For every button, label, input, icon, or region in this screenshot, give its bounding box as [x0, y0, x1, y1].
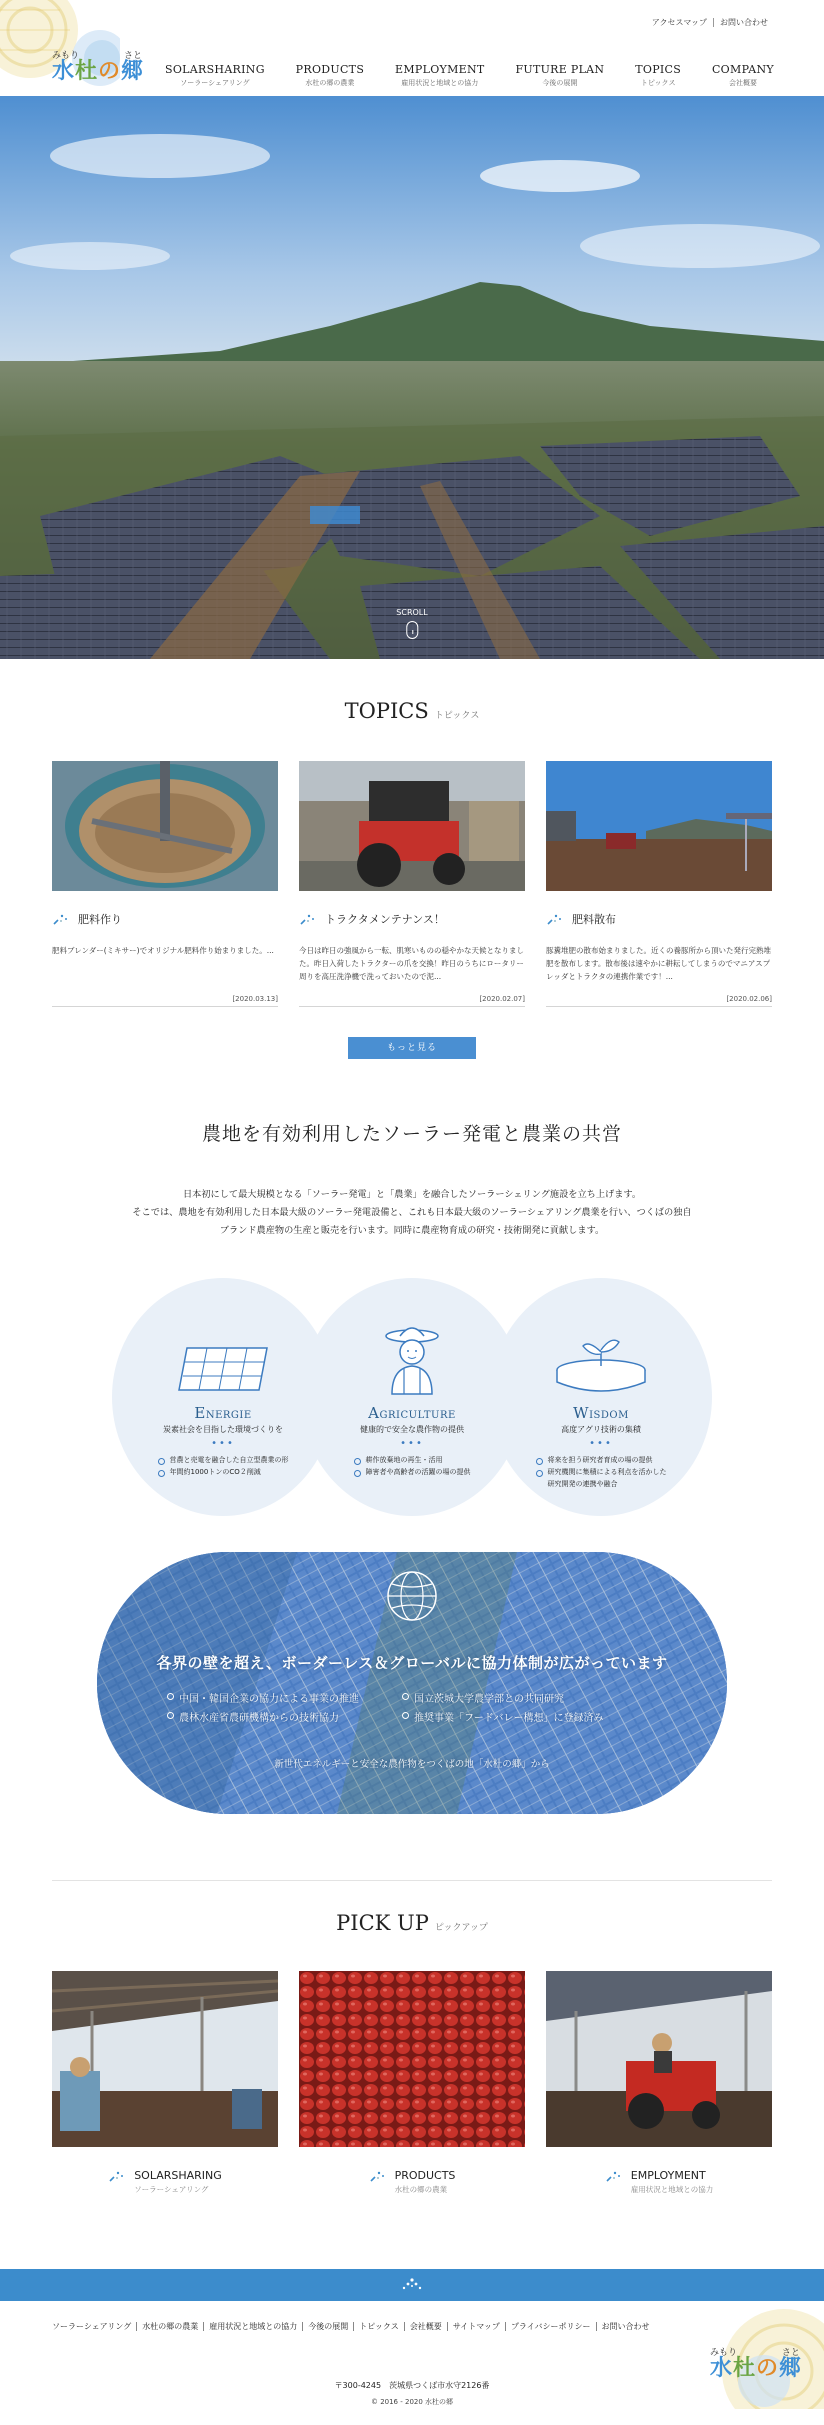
nav-label-en: TOPICS — [635, 63, 682, 76]
pillar-points — [354, 1455, 471, 1479]
topic-image — [52, 761, 278, 891]
logo-char-1: 水 — [709, 2355, 733, 2381]
nav-label-ja: 今後の展開 — [542, 79, 578, 87]
nav-label-en: SOLARSHARING — [165, 63, 265, 76]
logo-char-4: 郷 — [778, 2355, 802, 2381]
site-footer — [0, 2269, 824, 2425]
utility-links — [646, 17, 774, 28]
pillar-subtitle: 炭素社会を目指した環境づくりを — [163, 1424, 283, 1434]
contact-link[interactable]: お問い合わせ — [720, 18, 768, 27]
dots-divider: ••• — [211, 1437, 235, 1449]
footer-logo-area — [644, 2301, 824, 2409]
footer-bar — [0, 2269, 824, 2301]
collaboration-heading: 各界の壁を超え、ボーダーレス＆グローバルに協力体制が広がっています — [156, 1653, 668, 1672]
topic-date: [2020.03.13] — [232, 995, 278, 1003]
pickup-label-en: EMPLOYMENT — [630, 2168, 706, 2182]
collaboration-point: 中国・韓国企業の協力による事業の推進 — [167, 1690, 402, 1705]
topic-card[interactable] — [546, 761, 772, 1007]
pickup-list — [0, 1971, 824, 2195]
more-topics-button[interactable]: もっと見る — [348, 1037, 476, 1059]
collaboration-point: 国立茨城大学農学部との共同研究 — [402, 1690, 637, 1705]
footer-spacer — [0, 2407, 824, 2425]
farmer-icon — [382, 1322, 442, 1396]
topic-divider — [546, 1006, 772, 1007]
pillar-point: 耕作放棄地の再生・活用 — [354, 1455, 471, 1467]
logo-ruby-right: さと — [123, 51, 142, 61]
logo-char-2: 杜 — [732, 2355, 756, 2381]
collaboration-points — [167, 1690, 667, 1724]
footer-copyright: © 2016 - 2020 水杜の郷 — [370, 2397, 454, 2406]
pickup-image — [52, 1971, 278, 2147]
pillar-point: 営農と売電を融合した自立型農業の形 — [158, 1455, 289, 1467]
footer-link-solarsharing[interactable]: ソーラーシェアリング — [52, 2321, 132, 2331]
topic-date: [2020.02.07] — [479, 995, 525, 1003]
footer-link-privacy[interactable]: プライバシーポリシー — [510, 2321, 591, 2331]
scroll-label: SCROLL — [396, 608, 428, 617]
topic-date: [2020.02.06] — [726, 995, 772, 1003]
logo-char-1: 水 — [52, 59, 76, 84]
topic-divider — [52, 1006, 278, 1007]
intro-line: 日本初にして最大規模となる「ソーラー発電」と「農業」を融合したソーラーシェリング施設を立ち上げます。 — [182, 1189, 642, 1200]
nav-future-plan[interactable] — [515, 63, 604, 88]
pillar-point: 研究機関に集積による利点を活かした — [536, 1467, 667, 1479]
pillar-name: GRICULTURE — [379, 1409, 456, 1421]
site-logo[interactable] — [52, 48, 144, 83]
scroll-mouse-icon — [406, 621, 418, 639]
pickup-label-ja: ソーラーシェアリング — [134, 2184, 209, 2194]
footer-link-employment[interactable]: 雇用状況と地域との協力 — [209, 2321, 298, 2331]
pillar-name: NERGIE — [205, 1409, 252, 1421]
topic-card[interactable] — [299, 761, 525, 1007]
sparkle-icon — [605, 2169, 623, 2183]
hero-landscape — [0, 96, 824, 659]
pillar-points — [536, 1455, 667, 1491]
pickup-label-ja: 雇用状況と地域との協力 — [630, 2184, 714, 2194]
solar-panel-icon — [175, 1344, 271, 1396]
pickup-label-en: PRODUCTS — [394, 2168, 456, 2182]
nav-label-en: EMPLOYMENT — [395, 63, 485, 76]
topic-card[interactable] — [52, 761, 278, 1007]
footer-link-company[interactable]: 会社概要 — [409, 2321, 442, 2331]
logo-char-4: 郷 — [121, 59, 145, 84]
sparkle-icon — [52, 912, 70, 926]
nav-label-en: COMPANY — [711, 63, 774, 76]
logo-char-2: 杜 — [75, 59, 99, 84]
logo-ruby-right: さと — [781, 2347, 800, 2358]
dots-divider: ••• — [589, 1437, 613, 1449]
footer-link-contact[interactable]: お問い合わせ — [601, 2321, 650, 2331]
topics-title — [0, 699, 824, 723]
logo-ruby-left: みもり — [709, 2347, 737, 2358]
sparkle-icon — [299, 912, 317, 926]
sparkle-icon — [369, 2169, 387, 2183]
hero-image — [0, 96, 824, 659]
pillar-wisdom — [490, 1278, 712, 1516]
topic-title: 肥料作り — [78, 913, 122, 926]
back-to-top-button[interactable] — [399, 2277, 425, 2296]
pickup-solarsharing[interactable] — [52, 1971, 278, 2195]
collaboration-tagline: 新世代エネルギーと安全な農作物をつくばの地「水杜の郷」から — [274, 1758, 550, 1770]
pickup-title-ja: ピックアップ — [434, 1922, 488, 1933]
intro-line: ブランド農産物の生産と販売を行います。同時に農産物育成の研究・技術開発に貢献します。 — [219, 1224, 605, 1236]
sparkle-icon — [546, 912, 564, 926]
nav-label-en: PRODUCTS — [295, 63, 365, 76]
nav-label-en: FUTURE PLAN — [515, 63, 605, 76]
footer-logo[interactable] — [710, 2345, 802, 2380]
intro-line: そこでは、農地を有効利用した日本最大級のソーラー発電設備と、これも日本最大級のソーラーシェアリング農業を行い、つくばの独自 — [132, 1206, 692, 1218]
pickup-employment[interactable] — [546, 1971, 772, 2195]
footer-link-topics[interactable]: トピックス — [359, 2321, 399, 2331]
pillar-point: 年間約1000トンのCO２削減 — [158, 1467, 289, 1479]
logo-char-3: の — [98, 59, 122, 84]
collaboration-point: 推奨事業「フードバレー構想」に登録済み — [402, 1709, 637, 1724]
pillar-subtitle: 高度アグリ技術の集積 — [561, 1424, 641, 1434]
access-map-link[interactable]: アクセスマップ — [651, 18, 707, 27]
pillar-initial: A — [368, 1403, 380, 1422]
pickup-title-en: PICK UP — [336, 1910, 429, 1935]
pickup-label-en: SOLARSHARING — [134, 2168, 222, 2182]
nav-label-ja: ソーラーシェアリング — [180, 79, 250, 87]
topic-divider — [299, 1006, 525, 1007]
footer-link-sitemap[interactable]: サイトマップ — [452, 2321, 500, 2331]
logo-char-3: の — [755, 2355, 779, 2381]
nav-solarsharing[interactable] — [165, 63, 265, 88]
global-collaboration-banner — [97, 1552, 727, 1814]
intro-text — [0, 1186, 824, 1240]
pillar-name: ISDOM — [589, 1409, 629, 1421]
pickup-products[interactable] — [299, 1971, 525, 2195]
pillar-initial: W — [573, 1403, 590, 1422]
dots-divider: ••• — [400, 1437, 424, 1449]
topic-image — [546, 761, 772, 891]
logo-ruby-left: みもり — [52, 51, 80, 61]
topic-excerpt: 肥料ブレンダー(ミキサー)でオリジナル肥料作り始まりました。... — [52, 946, 274, 955]
topic-title: 肥料散布 — [572, 913, 616, 926]
pillar-points — [158, 1455, 289, 1479]
nav-label-ja: 会社概要 — [728, 79, 757, 87]
footer-link-products[interactable]: 水杜の郷の農業 — [142, 2321, 199, 2331]
topic-image — [299, 761, 525, 891]
collaboration-point: 農林水産省農研機構からの技術協力 — [167, 1709, 402, 1724]
pickup-image — [546, 1971, 772, 2147]
topic-title: トラクタメンテナンス！ — [325, 913, 445, 926]
pickup-section — [0, 1881, 824, 2195]
topics-title-ja: トピックス — [434, 711, 480, 721]
topic-excerpt: 豚糞堆肥の散布始まりました。近くの養豚所から頂いた発行完熟堆肥を散布します。散布後は速やかに耕耘してしまうのでマニアスプレッダとトラクタの連携作業です！... — [546, 946, 771, 981]
intro-heading: 農地を有効利用したソーラー発電と農業の共営 — [201, 1123, 622, 1145]
pillar-initial: E — [194, 1403, 206, 1422]
pillar-point: 将来を担う研究者育成の場の提供 — [536, 1455, 667, 1467]
pillar-point: 障害者や高齢者の活躍の場の提供 — [354, 1467, 471, 1479]
globe-icon — [384, 1568, 440, 1624]
nav-label-ja: トピックス — [640, 79, 676, 87]
footer-link-future-plan[interactable]: 今後の展開 — [308, 2321, 349, 2331]
intro-section — [0, 1059, 824, 1240]
footer-address: 〒300-4245 茨城県つくば市水守2126番 — [334, 2380, 490, 2390]
site-header — [0, 0, 824, 96]
scroll-indicator[interactable] — [396, 608, 427, 639]
topics-list — [0, 761, 824, 1007]
nav-label-ja: 雇用状況と地域との協力 — [401, 79, 479, 87]
sparkle-icon — [108, 2169, 126, 2183]
topics-section — [0, 659, 824, 1059]
pillars — [112, 1278, 712, 1528]
back-to-top-icon — [399, 2277, 425, 2293]
nav-company[interactable] — [712, 63, 774, 88]
global-nav — [165, 63, 774, 88]
pillar-subtitle: 健康的で安全な農作物の提供 — [360, 1424, 464, 1434]
nav-topics[interactable] — [635, 63, 681, 88]
sprout-icon — [553, 1336, 649, 1396]
nav-products[interactable] — [296, 63, 364, 88]
nav-label-ja: 水杜の郷の農業 — [305, 79, 355, 87]
pillar-point: 研究開発の連携や融合 — [547, 1479, 618, 1488]
pickup-title — [0, 1911, 824, 1935]
pickup-label-ja: 水杜の郷の農業 — [394, 2184, 448, 2194]
pickup-image — [299, 1971, 525, 2147]
topic-excerpt: 今日は昨日の強風から一転、肌寒いものの穏やかな天候となりました。昨日入荷したトラクターの爪を交換！昨日のうちにロータリー周りを高圧洗浄機で洗っておいたので泥... — [299, 946, 524, 981]
nav-employment[interactable] — [395, 63, 485, 88]
topics-title-en: TOPICS — [344, 699, 429, 723]
